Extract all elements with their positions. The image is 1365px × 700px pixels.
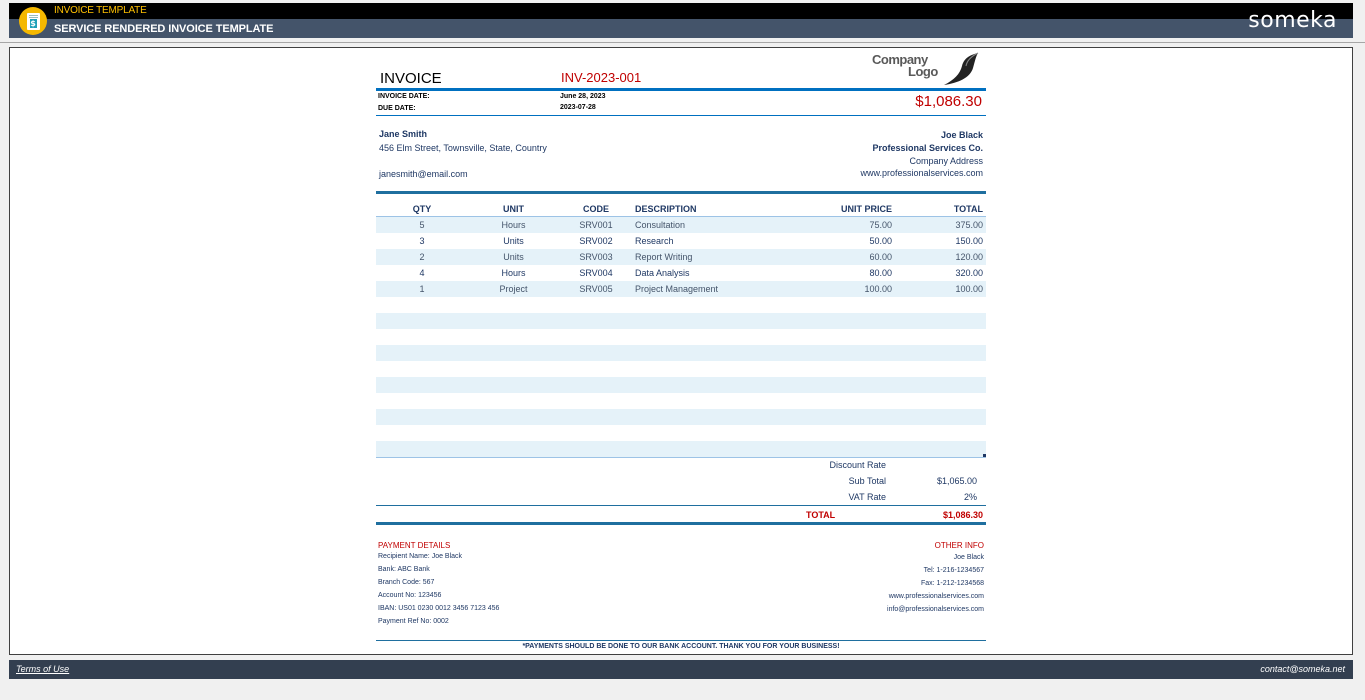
cell-code[interactable]: SRV004: [579, 268, 613, 278]
party-rule: [376, 191, 986, 194]
contact-email-link[interactable]: contact@someka.net: [1260, 664, 1345, 674]
logo-text-line1: Company: [872, 52, 928, 67]
cell-description[interactable]: Data Analysis: [635, 268, 690, 278]
brand-logo[interactable]: someka: [1248, 8, 1337, 33]
table-row[interactable]: [376, 249, 986, 265]
other-info-title: OTHER INFO: [934, 541, 984, 550]
cell-unit-price[interactable]: 100.00: [864, 284, 892, 294]
other-info-website[interactable]: www.professionalservices.com: [888, 593, 984, 600]
subtotal-label: Sub Total: [848, 476, 886, 486]
cell-unit-price[interactable]: 80.00: [869, 268, 892, 278]
subtotal-value: $1,065.00: [936, 476, 977, 486]
table-resize-handle[interactable]: [983, 454, 986, 457]
vat-rate-value[interactable]: 2%: [963, 492, 977, 502]
terms-of-use-link[interactable]: Terms of Use: [16, 664, 70, 674]
payment-details-title: PAYMENT DETAILS: [378, 541, 451, 550]
cell-unit-price[interactable]: 75.00: [869, 220, 892, 230]
invoice-dollar-icon: $: [19, 7, 47, 35]
table-bottom-rule: [376, 457, 986, 458]
payment-ref-no[interactable]: Payment Ref No: 0002: [378, 618, 449, 625]
payment-iban[interactable]: IBAN: US01 0230 0012 3456 7123 456: [378, 605, 500, 612]
header-top-strip: [9, 3, 1353, 19]
cell-unit[interactable]: Project: [499, 284, 528, 294]
client-email[interactable]: janesmith@email.com: [379, 169, 468, 179]
empty-table-row[interactable]: [376, 409, 986, 425]
col-code-header: CODE: [582, 204, 609, 214]
total-value: $1,086.30: [942, 510, 983, 520]
cell-unit[interactable]: Units: [503, 236, 524, 246]
invoice-date-label: INVOICE DATE:: [378, 93, 430, 100]
empty-table-row[interactable]: [376, 345, 986, 361]
cell-unit-price[interactable]: 50.00: [869, 236, 892, 246]
amount-due: $1,086.30: [915, 93, 982, 110]
header-rule: [376, 88, 986, 91]
payment-bank[interactable]: Bank: ABC Bank: [378, 566, 430, 573]
empty-table-row[interactable]: [376, 393, 986, 409]
empty-table-row[interactable]: [376, 313, 986, 329]
sender-website[interactable]: www.professionalservices.com: [860, 168, 983, 178]
payment-note: *PAYMENTS SHOULD BE DONE TO OUR BANK ACCOUNT. THANK YOU FOR YOUR BUSINESS!: [522, 643, 840, 650]
sender-address[interactable]: Company Address: [909, 156, 983, 166]
summary-rule: [376, 505, 986, 506]
empty-table-row[interactable]: [376, 425, 986, 441]
app-subtitle: INVOICE TEMPLATE: [54, 5, 147, 16]
cell-code[interactable]: SRV003: [579, 252, 613, 262]
total-label: TOTAL: [806, 510, 836, 520]
invoice-heading: INVOICE: [380, 70, 442, 87]
sender-company[interactable]: Professional Services Co.: [872, 143, 983, 153]
empty-table-row[interactable]: [376, 361, 986, 377]
cell-unit[interactable]: Hours: [501, 268, 526, 278]
app-header: [9, 3, 1353, 38]
cell-qty[interactable]: 5: [419, 220, 425, 230]
payment-branch-code[interactable]: Branch Code: 567: [378, 579, 435, 586]
app-title: SERVICE RENDERED INVOICE TEMPLATE: [54, 23, 274, 35]
cell-total: 120.00: [955, 252, 983, 262]
client-name[interactable]: Jane Smith: [379, 129, 428, 139]
col-unit-header: UNIT: [503, 204, 524, 214]
cell-qty[interactable]: 2: [419, 252, 425, 262]
logo-swoosh-icon: [942, 52, 980, 86]
company-logo[interactable]: [870, 52, 980, 86]
invoice-date-value[interactable]: June 28, 2023: [560, 93, 606, 100]
cell-unit[interactable]: Hours: [501, 220, 526, 230]
note-rule: [376, 640, 986, 641]
logo-text-line2: Logo: [908, 64, 938, 79]
other-info-name[interactable]: Joe Black: [953, 554, 984, 561]
client-address[interactable]: 456 Elm Street, Townsville, State, Country: [379, 143, 547, 153]
other-info-fax[interactable]: Fax: 1-212-1234568: [920, 580, 984, 587]
cell-total: 320.00: [955, 268, 983, 278]
other-info-tel[interactable]: Tel: 1-216-1234567: [923, 567, 984, 574]
header-divider: [0, 42, 1365, 43]
col-qty-header: QTY: [412, 204, 432, 214]
due-date-label: DUE DATE:: [378, 105, 416, 112]
table-row[interactable]: [376, 265, 986, 281]
empty-table-row[interactable]: [376, 441, 986, 457]
cell-unit[interactable]: Units: [503, 252, 524, 262]
table-row[interactable]: [376, 217, 986, 233]
cell-code[interactable]: SRV005: [579, 284, 613, 294]
cell-description[interactable]: Research: [635, 236, 674, 246]
discount-label: Discount Rate: [829, 460, 886, 470]
cell-code[interactable]: SRV002: [579, 236, 613, 246]
cell-unit-price[interactable]: 60.00: [869, 252, 892, 262]
payment-account-no[interactable]: Account No: 123456: [378, 592, 442, 599]
table-row[interactable]: [376, 281, 986, 297]
dates-rule: [376, 115, 986, 116]
cell-description[interactable]: Project Management: [635, 284, 719, 294]
cell-code[interactable]: SRV001: [579, 220, 613, 230]
other-info-email[interactable]: info@professionalservices.com: [887, 606, 984, 613]
empty-table-row[interactable]: [376, 297, 986, 313]
cell-qty[interactable]: 1: [419, 284, 425, 294]
empty-table-row[interactable]: [376, 329, 986, 345]
cell-description[interactable]: Consultation: [635, 220, 686, 230]
invoice-number[interactable]: INV-2023-001: [561, 70, 642, 85]
cell-total: 375.00: [955, 220, 983, 230]
cell-total: 100.00: [955, 284, 983, 294]
payment-recipient[interactable]: Recipient Name: Joe Black: [378, 553, 463, 560]
cell-qty[interactable]: 4: [419, 268, 425, 278]
vat-rate-label: VAT Rate: [848, 492, 886, 502]
table-header: [376, 201, 986, 217]
due-date-value[interactable]: 2023-07-28: [560, 104, 596, 111]
col-total-header: TOTAL: [953, 204, 983, 214]
empty-table-row[interactable]: [376, 377, 986, 393]
total-rule: [376, 522, 986, 525]
cell-qty[interactable]: 3: [419, 236, 425, 246]
cell-description[interactable]: Report Writing: [635, 252, 693, 262]
app-footer: [9, 660, 1353, 679]
sender-name[interactable]: Joe Black: [940, 130, 983, 140]
table-row[interactable]: [376, 233, 986, 249]
col-unit-price-header: UNIT PRICE: [840, 204, 892, 214]
col-description-header: DESCRIPTION: [635, 204, 697, 214]
cell-total: 150.00: [955, 236, 983, 246]
